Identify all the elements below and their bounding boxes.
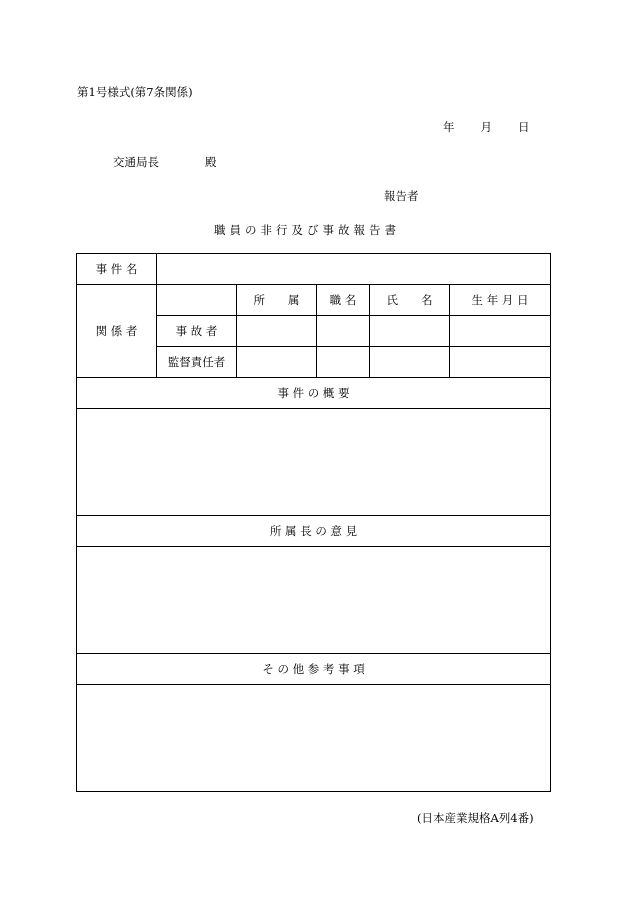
parties-blank-header (157, 285, 237, 316)
summary-body-row (77, 409, 551, 516)
addressee-title: 交通局長 (113, 155, 159, 169)
summary-field[interactable] (77, 409, 551, 516)
accident-position-field[interactable] (317, 316, 370, 347)
form-number: 第1号様式(第7条関係) (77, 85, 193, 99)
other-header-row (77, 654, 551, 685)
supervisor-birth-field[interactable] (450, 347, 551, 378)
col-birth-date: 生 年 月 日 (450, 285, 551, 316)
col-position: 職 名 (317, 285, 370, 316)
document-title: 職員の非行及び事故報告書 (214, 223, 400, 237)
head-opinion-label: 所 属 長 の 意 見 (77, 516, 551, 547)
paper-size-note: (日本産業規格A列4番) (417, 811, 534, 825)
reporter-label: 報告者 (384, 189, 419, 203)
other-body-row (77, 685, 551, 792)
incident-name-label: 事 件 名 (77, 254, 157, 285)
col-affiliation: 所 属 (237, 285, 317, 316)
accident-affiliation-field[interactable] (237, 316, 317, 347)
col-name: 氏 名 (370, 285, 450, 316)
other-notes-field[interactable] (77, 685, 551, 792)
supervisor-position-field[interactable] (317, 347, 370, 378)
opinion-header-row (77, 516, 551, 547)
accident-person-label: 事 故 者 (157, 316, 237, 347)
other-notes-label: そ の 他 参 考 事 項 (77, 654, 551, 685)
summary-label: 事 件 の 概 要 (77, 378, 551, 409)
head-opinion-field[interactable] (77, 547, 551, 654)
supervisor-label: 監督責任者 (157, 347, 237, 378)
incident-name-row (77, 254, 551, 285)
incident-name-field[interactable] (157, 254, 551, 285)
supervisor-affiliation-field[interactable] (237, 347, 317, 378)
report-form-table (76, 253, 551, 792)
accident-name-field[interactable] (370, 316, 450, 347)
date-year: 年 (443, 120, 455, 134)
addressee-honorific: 殿 (205, 155, 217, 169)
parties-label: 関 係 者 (77, 285, 157, 378)
opinion-body-row (77, 547, 551, 654)
accident-birth-field[interactable] (450, 316, 551, 347)
addressee (113, 154, 217, 170)
parties-header-row (77, 285, 551, 316)
date-day: 日 (518, 120, 530, 134)
date-month: 月 (480, 120, 492, 134)
summary-header-row (77, 378, 551, 409)
supervisor-name-field[interactable] (370, 347, 450, 378)
date-line (443, 119, 530, 135)
